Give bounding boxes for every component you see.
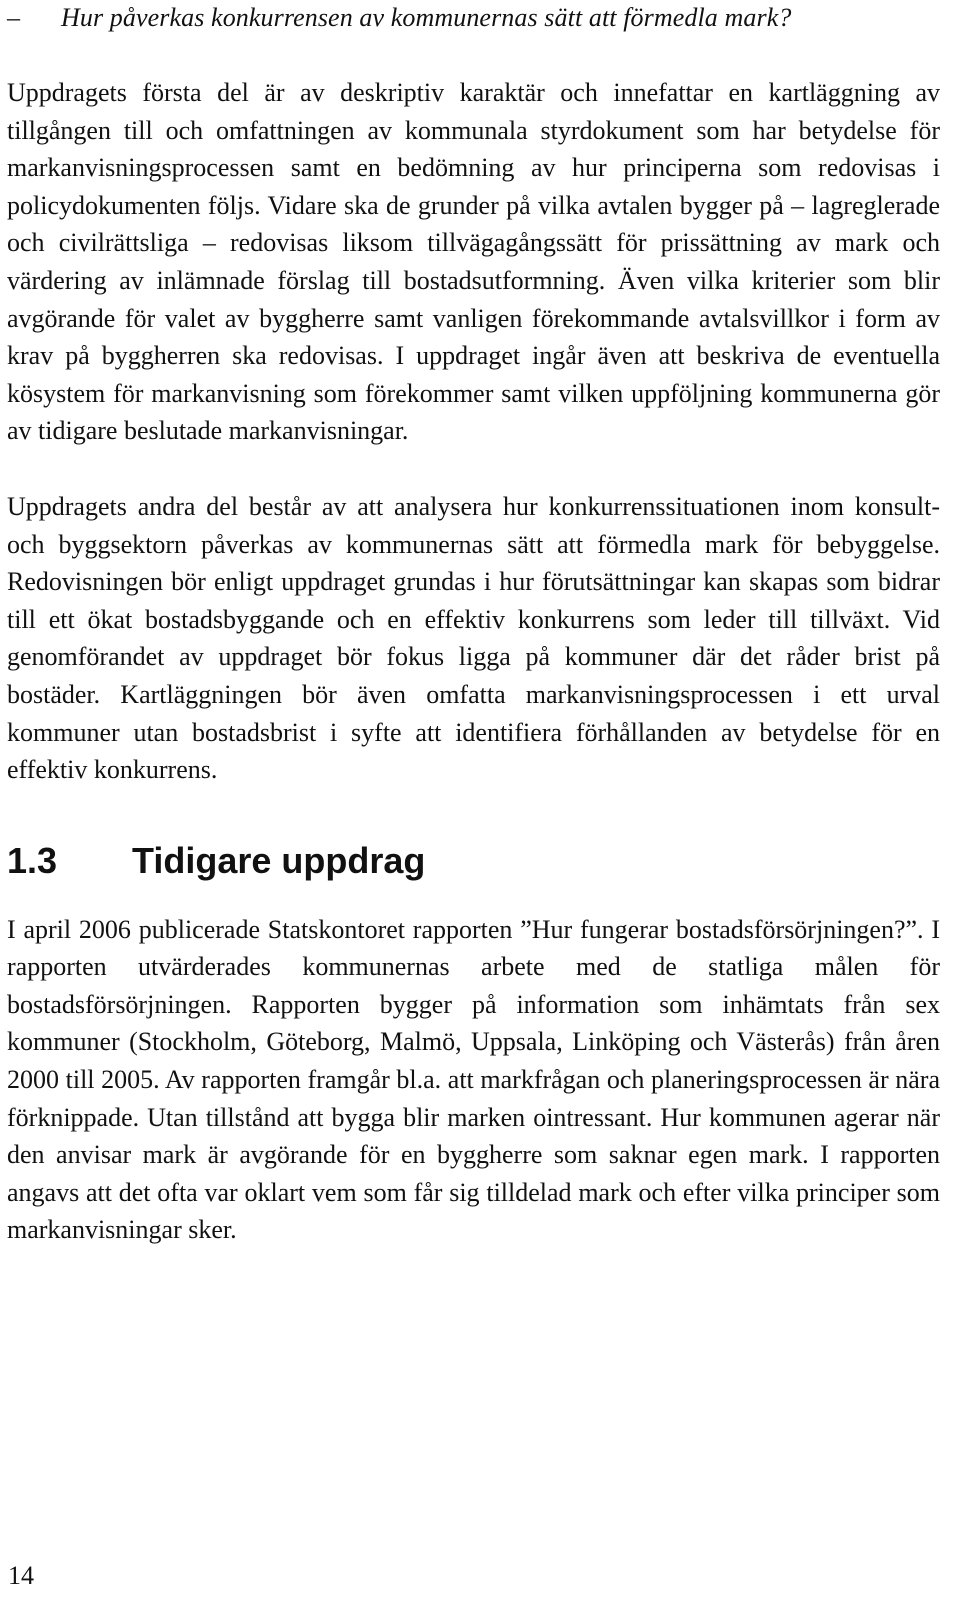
section-number: 1.3	[7, 839, 58, 881]
paragraph-mapping: Uppdragets första del är av deskriptiv karaktär och innefattar en kartläggning av tillgången till och omfattningen av kommunala styrdokument som har betydelse för markanvisningsprocessen samt en bedömning av hur principerna som redovisas i policydokumenten följs. Vidare ska de grunder på vilka avtalen bygger på – lagreglerade och civilrättsliga – redovisas liksom tillvägagångssätt för prissättning av mark och värdering av inlämnade förslag till bostadsutformning. Även vilka kriterier som blir avgörande för valet av byggherre samt vanligen förekommande avtalsvillkor i form av krav på byggherren ska redovisas. I uppdraget ingår även att beskriva de eventuella kösystem för markanvisning som förekommer samt vilken uppföljning kommunerna gör av tidigare beslutade markanvisningar.	[7, 78, 940, 446]
page-number: 14	[8, 1561, 34, 1590]
section-title: Tidigare uppdrag	[132, 839, 426, 881]
paragraph-previous-assignment: I april 2006 publicerade Statskontoret rapporten ”Hur fungerar bostadsförsörjningen?”. I rapporten utvärderades kommunernas arbete med de statliga målen för bostadsförsörjningen. Rapporten bygger på information som inhämtats från sex kommuner (Stockholm, Göteborg, Malmö, Uppsala, Linköping och Västerås) från åren 2000 till 2005. Av rapporten framgår bl.a. att markfrågan och planeringsprocessen är nära förknippade. Utan tillstånd att bygga blir marken ointressant. Hur kommunen agerar när den anvisar mark är avgörande för en byggherre som saknar egen mark. I rapporten angavs att det ofta var oklart vem som får sig tilldelad mark och efter vilka principer som markanvisningar sker.	[7, 914, 940, 1245]
bullet-item	[7, 0, 940, 36]
bullet-dash: –	[7, 3, 21, 32]
paragraph-analysis: Uppdragets andra del består av att analysera hur konkurrenssituationen inom konsult- och byggsektorn påverkas av kommunernas sätt att förmedla mark för bebyggelse. Redovisningen bör enligt uppdraget grundas i hur förutsättningar kan skapas som bidrar till ett ökat bostadsbyggande och en effektiv konkurrens som leder till tillväxt. Vid genomförandet av uppdraget bör fokus ligga på kommuner där det råder brist på bostäder. Kartläggningen bör även omfatta markanvisningsprocessen i ett urval kommuner utan bostadsbrist i syfte att identifiera förhållanden av betydelse för en effektiv konkurrens.	[7, 491, 940, 785]
document-page	[7, 0, 940, 1249]
bullet-text: Hur påverkas konkurrensen av kommunernas sätt att förmedla mark?	[61, 3, 792, 32]
section-heading	[7, 839, 940, 883]
